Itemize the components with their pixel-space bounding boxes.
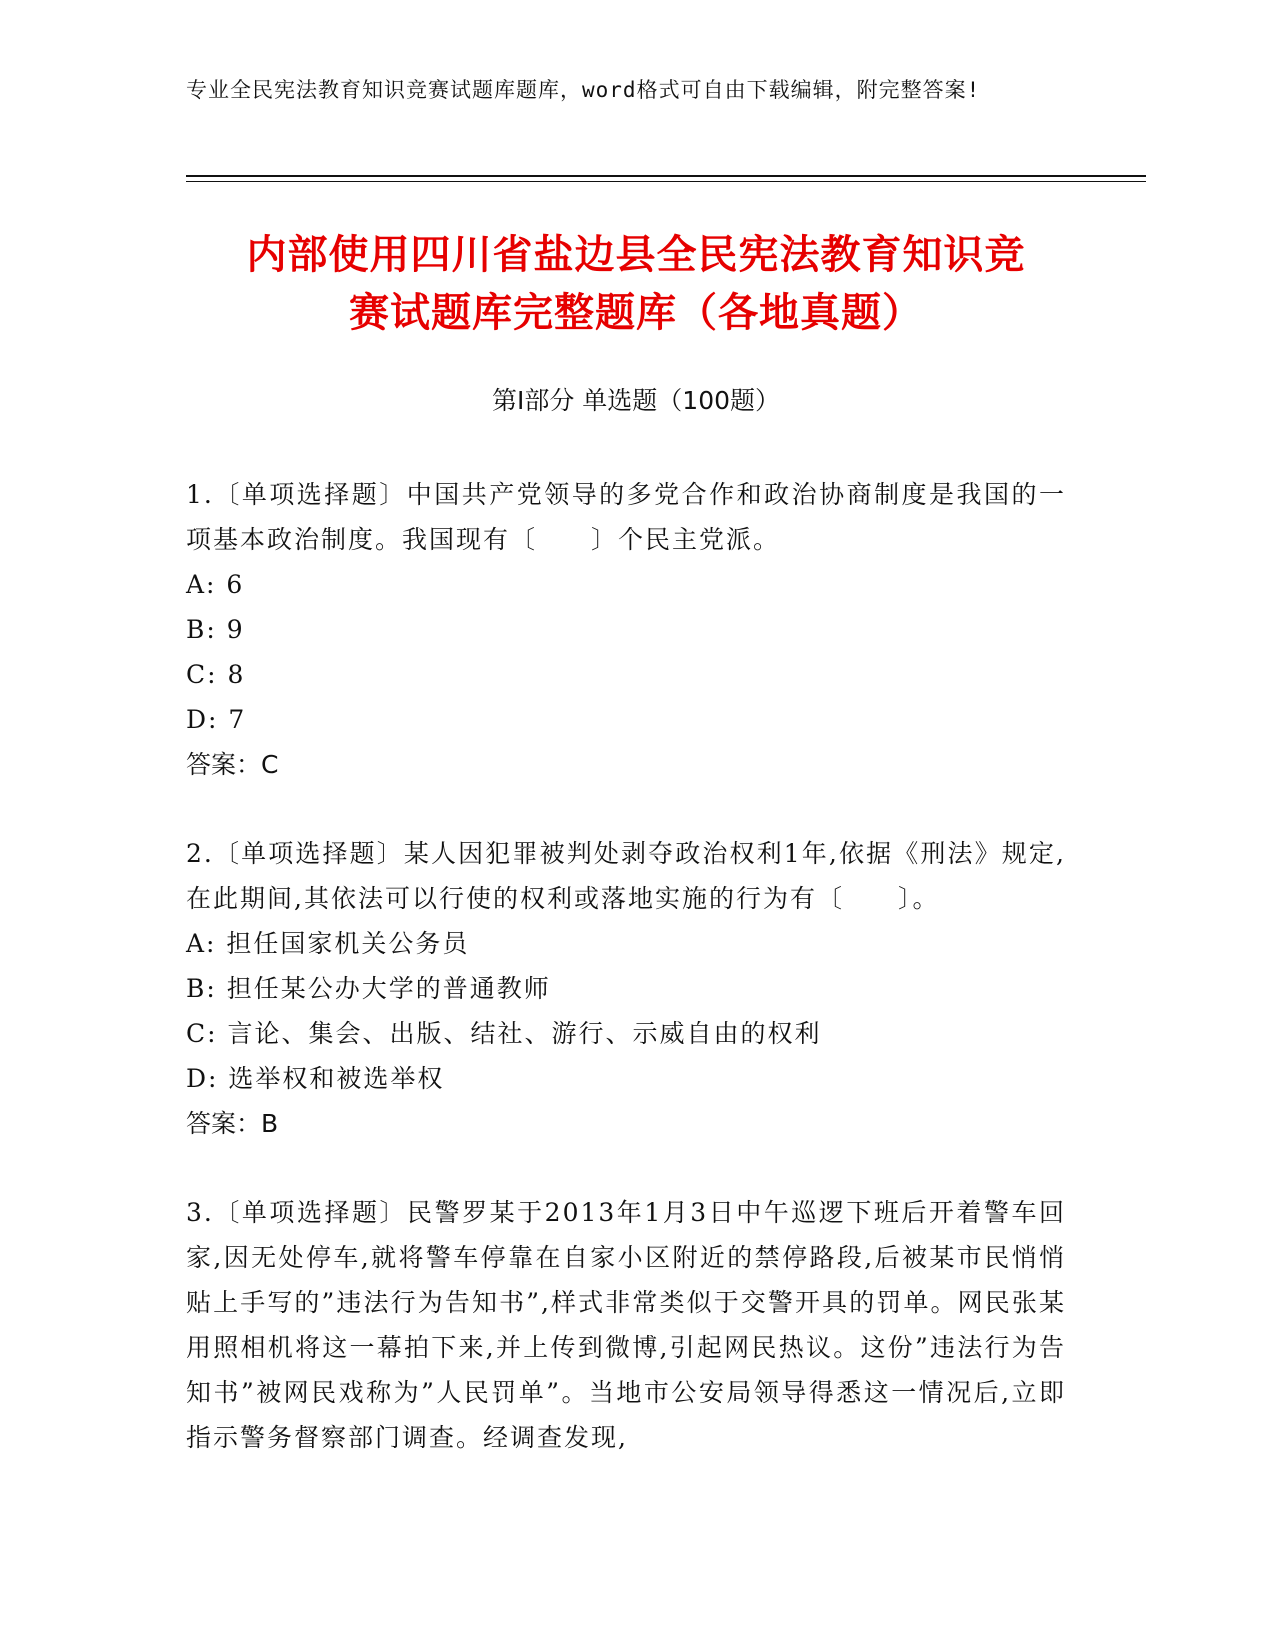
document-title bbox=[186, 226, 1086, 342]
question-3 bbox=[186, 1190, 1066, 1460]
header-rule-thin bbox=[186, 181, 1146, 182]
question-1-option-a: A: 6 bbox=[186, 570, 245, 599]
question-2-option-c: C: 言论、集会、出版、结社、游行、示威自由的权利 bbox=[186, 1019, 822, 1048]
question-2-answer: 答案：B bbox=[186, 1109, 279, 1138]
question-1 bbox=[186, 472, 1066, 787]
question-1-option-c: C: 8 bbox=[186, 660, 246, 689]
question-2-option-b: B: 担任某公办大学的普通教师 bbox=[186, 974, 551, 1003]
document-title-line-2: 赛试题库完整题库（各地真题） bbox=[349, 290, 923, 336]
question-2-text: 2.〔单项选择题〕某人因犯罪被判处剥夺政治权利1年,依据《刑法》规定,在此期间,其依法可以行使的权利或落地实施的行为有〔 〕。 bbox=[186, 839, 1066, 913]
question-1-option-b: B: 9 bbox=[186, 615, 245, 644]
header-note: 专业全民宪法教育知识竞赛试题库题库，word格式可自由下载编辑，附完整答案! bbox=[186, 78, 981, 102]
question-1-text: 1.〔单项选择题〕中国共产党领导的多党合作和政治协商制度是我国的一项基本政治制度。我国现有〔 〕个民主党派。 bbox=[186, 480, 1066, 554]
question-3-text: 3.〔单项选择题〕民警罗某于2013年1月3日中午巡逻下班后开着警车回家,因无处停车,就将警车停靠在自家小区附近的禁停路段,后被某市民悄悄贴上手写的”违法行为告知书”,样式非常类似于交警开具的罚单。网民张某用照相机将这一幕拍下来,并上传到微博,引起网民热议。这份”违法行为告知书”被网民戏称为”人民罚单”。当地市公安局领导得悉这一情况后,立即指示警务督察部门调查。经调查发现, bbox=[186, 1198, 1066, 1452]
question-list bbox=[186, 472, 1066, 1504]
question-2 bbox=[186, 831, 1066, 1146]
document-title-line-1: 内部使用四川省盐边县全民宪法教育知识竞 bbox=[246, 232, 1026, 278]
question-1-answer: 答案：C bbox=[186, 750, 279, 779]
question-2-option-a: A: 担任国家机关公务员 bbox=[186, 929, 470, 958]
question-2-option-d: D: 选举权和被选举权 bbox=[186, 1064, 445, 1093]
header-rule-thick bbox=[186, 175, 1146, 177]
section-title: 第Ⅰ部分 单选题（100题） bbox=[491, 386, 781, 415]
question-1-option-d: D: 7 bbox=[186, 705, 247, 734]
